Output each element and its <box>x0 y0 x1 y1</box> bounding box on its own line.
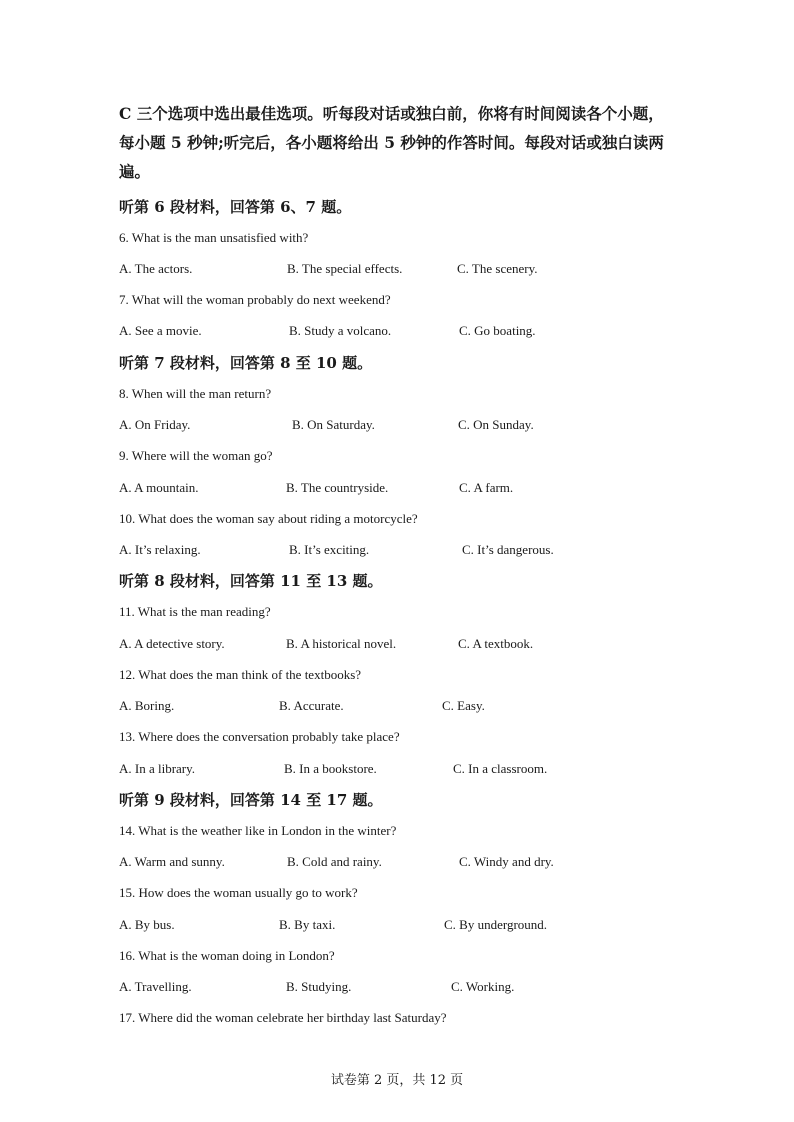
option-13b: B. In a bookstore. <box>284 761 377 776</box>
question-6: 6. What is the man unsatisfied with? <box>119 230 309 245</box>
section-heading-7: 听第 7 段材料，回答第 8 至 10 题。 <box>119 354 373 372</box>
option-12c: C. Easy. <box>442 698 485 713</box>
option-12a: A. Boring. <box>119 698 175 713</box>
option-13c: C. In a classroom. <box>453 761 548 776</box>
option-16b: B. Studying. <box>286 979 352 994</box>
option-8a: A. On Friday. <box>119 417 191 432</box>
section-heading-8: 听第 8 段材料，回答第 11 至 13 题。 <box>119 572 383 590</box>
option-9b: B. The countryside. <box>286 480 389 495</box>
question-10: 10. What does the woman say about riding a motorcycle? <box>119 511 418 526</box>
option-15a: A. By bus. <box>119 917 175 932</box>
question-17: 17. Where did the woman celebrate her birthday last Saturday? <box>119 1010 447 1025</box>
option-6b: B. The special effects. <box>287 261 403 276</box>
option-14c: C. Windy and dry. <box>459 854 554 869</box>
option-10b: B. It’s exciting. <box>289 542 370 557</box>
question-12: 12. What does the man think of the textbooks? <box>119 667 362 682</box>
option-7c: C. Go boating. <box>459 323 536 338</box>
option-10a: A. It’s relaxing. <box>119 542 201 557</box>
option-16a: A. Travelling. <box>119 979 192 994</box>
option-6a: A. The actors. <box>119 261 193 276</box>
option-13a: A. In a library. <box>119 761 196 776</box>
instructions-paragraph: C 三个选项中选出最佳选项。听每段对话或独白前，你将有时间阅读各个小题，每小题 5 秒钟;听完后，各小题将给出 5 秒钟的作答时间。每段对话或独白读两遍。 <box>119 104 664 181</box>
option-11a: A. A detective story. <box>119 636 225 651</box>
option-9a: A. A mountain. <box>119 480 199 495</box>
option-9c: C. A farm. <box>459 480 514 495</box>
option-11b: B. A historical novel. <box>286 636 397 651</box>
option-7b: B. Study a volcano. <box>289 323 392 338</box>
question-15: 15. How does the woman usually go to work? <box>119 885 358 900</box>
section-heading-6: 听第 6 段材料，回答第 6、7 题。 <box>119 198 352 216</box>
question-7: 7. What will the woman probably do next weekend? <box>119 292 391 307</box>
option-10c: C. It’s dangerous. <box>462 542 554 557</box>
option-11c: C. A textbook. <box>458 636 534 651</box>
page-footer: 试卷第 2 页，共 12 页 <box>330 1073 464 1088</box>
question-14: 14. What is the weather like in London in the winter? <box>119 823 397 838</box>
question-9: 9. Where will the woman go? <box>119 448 273 463</box>
question-8: 8. When will the man return? <box>119 386 272 401</box>
section-heading-9: 听第 9 段材料，回答第 14 至 17 题。 <box>119 791 383 809</box>
question-16: 16. What is the woman doing in London? <box>119 948 335 963</box>
option-12b: B. Accurate. <box>279 698 344 713</box>
option-15c: C. By underground. <box>444 917 548 932</box>
option-14a: A. Warm and sunny. <box>119 854 225 869</box>
option-14b: B. Cold and rainy. <box>287 854 382 869</box>
option-7a: A. See a movie. <box>119 323 202 338</box>
option-16c: C. Working. <box>451 979 515 994</box>
option-8c: C. On Sunday. <box>458 417 534 432</box>
option-15b: B. By taxi. <box>279 917 336 932</box>
question-11: 11. What is the man reading? <box>119 604 271 619</box>
option-6c: C. The scenery. <box>457 261 538 276</box>
question-13: 13. Where does the conversation probably take place? <box>119 729 400 744</box>
option-8b: B. On Saturday. <box>292 417 375 432</box>
